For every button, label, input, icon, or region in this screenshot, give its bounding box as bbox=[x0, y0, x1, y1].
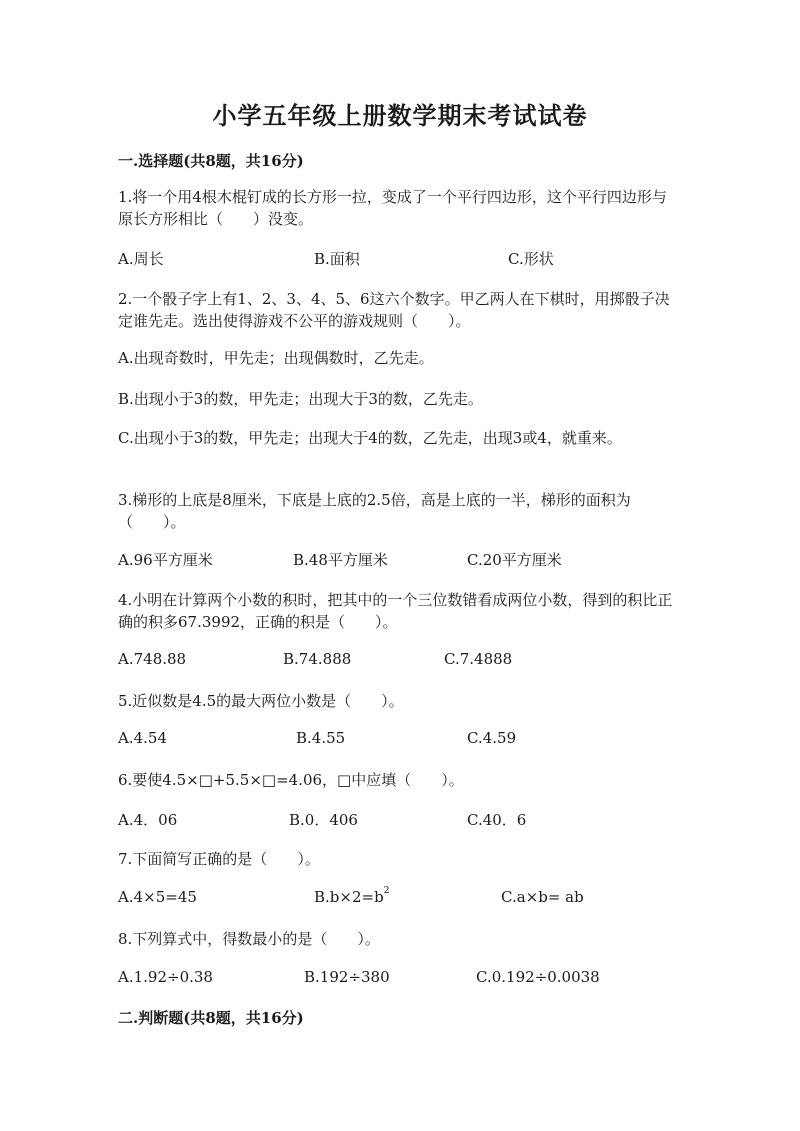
option-7b-exponent: 2 bbox=[383, 886, 390, 896]
option-3a: A.96平方厘米 bbox=[118, 551, 213, 569]
option-8c: C.0.192÷0.0038 bbox=[476, 968, 600, 986]
option-8a: A.1.92÷0.38 bbox=[118, 968, 213, 986]
option-4b: B.74.888 bbox=[283, 650, 352, 668]
question-1: 1.将一个用4根木棍钉成的长方形一拉，变成了一个平行四边形，这个平行四边形与原长方形相比（ ）没变。 bbox=[118, 188, 667, 228]
option-2a: A.出现奇数时，甲先走；出现偶数时，乙先走。 bbox=[118, 349, 434, 367]
question-8: 8.下列算式中，得数最小的是（ ）。 bbox=[118, 930, 380, 948]
option-4a: A.748.88 bbox=[118, 650, 187, 668]
question-7: 7.下面简写正确的是（ ）。 bbox=[118, 850, 320, 868]
option-6b: B.0．406 bbox=[289, 811, 358, 829]
options-3 bbox=[0, 549, 800, 571]
option-3b: B.48平方厘米 bbox=[293, 551, 388, 569]
option-1a: A.周长 bbox=[118, 250, 164, 268]
section-heading-choice: 一.选择题(共8题，共16分) bbox=[118, 152, 304, 170]
option-8b: B.192÷380 bbox=[304, 968, 390, 986]
option-3c: C.20平方厘米 bbox=[467, 551, 562, 569]
option-6a: A.4．06 bbox=[118, 811, 178, 829]
section-heading-judgement: 二.判断题(共8题，共16分) bbox=[118, 1009, 304, 1027]
option-7b bbox=[314, 888, 389, 906]
option-1b: B.面积 bbox=[314, 250, 360, 268]
question-4: 4.小明在计算两个小数的积时，把其中的一个三位数错看成两位小数，得到的积比正确的积多67.3992，正确的积是（ ）。 bbox=[118, 591, 673, 631]
option-2c: C.出现小于3的数，甲先走；出现大于4的数，乙先走，出现3或4，就重来。 bbox=[118, 429, 622, 447]
option-7a: A.4×5=45 bbox=[118, 888, 197, 906]
option-7c: C.a×b= ab bbox=[501, 888, 584, 906]
options-1 bbox=[0, 248, 800, 270]
page-title: 小学五年级上册数学期末考试试卷 bbox=[212, 101, 588, 130]
options-4 bbox=[0, 650, 800, 672]
option-5c: C.4.59 bbox=[467, 729, 517, 747]
question-3: 3.梯形的上底是8厘米，下底是上底的2.5倍，高是上底的一半，梯形的面积为（ ）。 bbox=[118, 491, 631, 531]
question-5: 5.近似数是4.5的最大两位小数是（ ）。 bbox=[118, 692, 404, 710]
option-4c: C.7.4888 bbox=[444, 650, 513, 668]
option-5a: A.4.54 bbox=[118, 729, 167, 747]
options-6 bbox=[0, 809, 800, 831]
options-7 bbox=[0, 888, 800, 910]
options-8 bbox=[0, 968, 800, 990]
option-6c: C.40．6 bbox=[467, 811, 527, 829]
options-5 bbox=[0, 729, 800, 751]
question-2: 2.一个骰子字上有1、2、3、4、5、6这六个数字。甲乙两人在下棋时，用掷骰子决定谁先走。选出使得游戏不公平的游戏规则（ ）。 bbox=[118, 290, 670, 330]
option-1c: C.形状 bbox=[508, 250, 554, 268]
option-7b-text: B.b×2=b bbox=[314, 888, 384, 906]
option-2b: B.出现小于3的数，甲先走；出现大于3的数，乙先走。 bbox=[118, 390, 483, 408]
option-5b: B.4.55 bbox=[296, 729, 346, 747]
question-6: 6.要使4.5×□+5.5×□=4.06，□中应填（ ）。 bbox=[118, 771, 464, 789]
